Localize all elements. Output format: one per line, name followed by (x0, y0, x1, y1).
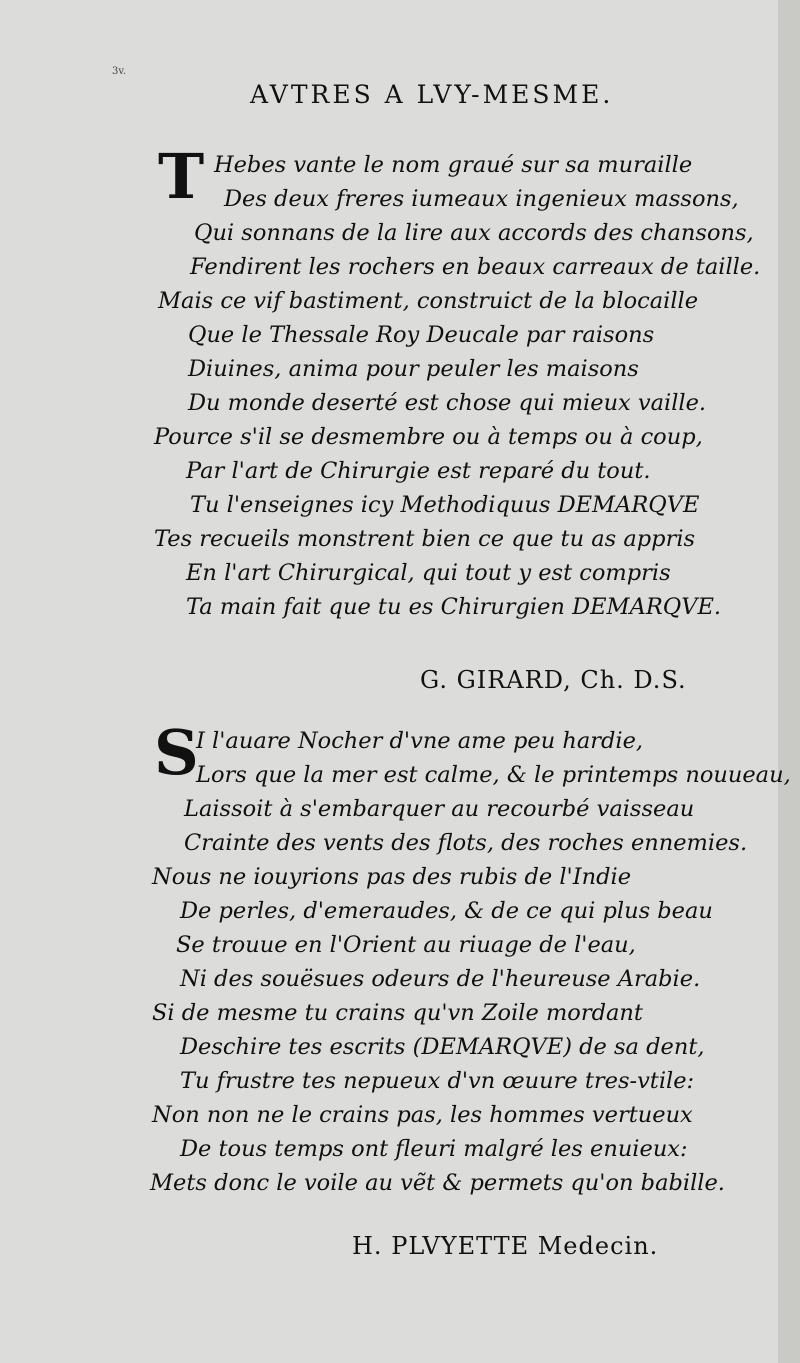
poem-line: Des deux freres iumeaux ingenieux massons, (224, 186, 739, 212)
poem-line: Fendirent les rochers en beaux carreaux de taille. (190, 254, 761, 280)
poem-line: Se trouue en l'Orient au riuage de l'eau, (176, 932, 636, 958)
poem-line: Lors que la mer est calme, & le printemps nouueau, (196, 762, 791, 788)
poem-line: I l'auare Nocher d'vne ame peu hardie, (196, 728, 644, 754)
poem-line: Si de mesme tu crains qu'vn Zoile mordant (152, 1000, 643, 1026)
poem-line: Hebes vante le nom graué sur sa muraille (214, 152, 693, 178)
poem-line: Non non ne le crains pas, les hommes vertueux (152, 1102, 693, 1128)
drop-cap-s: S (154, 716, 199, 789)
poem-line: De tous temps ont fleuri malgré les enuieux: (180, 1136, 688, 1162)
poem-line: Pource s'il se desmembre ou à temps ou à coup, (154, 424, 703, 450)
signature-girard: G. GIRARD, Ch. D.S. (420, 666, 687, 694)
poem-line: Que le Thessale Roy Deucale par raisons (188, 322, 655, 348)
poem-line: Par l'art de Chirurgie est reparé du tout. (186, 458, 651, 484)
poem-line: Tu l'enseignes icy Methodiquus DEMARQVE (190, 492, 700, 518)
poem-line: Laissoit à s'embarquer au recourbé vaisseau (184, 796, 695, 822)
poem-line: Diuines, anima pour peuler les maisons (188, 356, 639, 382)
poem-line: Mais ce vif bastiment, construict de la blocaille (158, 288, 699, 314)
margin-mark: 3v. (112, 66, 127, 77)
poem-line: Tu frustre tes nepueux d'vn œuure tres-vtile: (180, 1068, 695, 1094)
poem-line: Qui sonnans de la lire aux accords des chansons, (194, 220, 754, 246)
poem-line: Crainte des vents des flots, des roches ennemies. (184, 830, 748, 856)
poem-line: Ta main fait que tu es Chirurgien DEMARQVE. (186, 594, 722, 620)
poem-line: Du monde deserté est chose qui mieux vaille. (188, 390, 707, 416)
poem-second (150, 716, 791, 1200)
page-heading: AVTRES A LVY-MESME. (250, 80, 614, 109)
poem-line: De perles, d'emeraudes, & de ce qui plus beau (180, 898, 713, 924)
poem-first (150, 140, 770, 624)
poem-line: Nous ne iouyrions pas des rubis de l'Indie (152, 864, 632, 890)
signature-pluyette: H. PLVYETTE Medecin. (352, 1232, 659, 1260)
poem-line: En l'art Chirurgical, qui tout y est compris (186, 560, 671, 586)
poem-line: Tes recueils monstrent bien ce que tu as appris (154, 526, 696, 552)
drop-cap-t: T (158, 140, 205, 213)
poem-line: Deschire tes escrits (DEMARQVE) de sa dent, (180, 1034, 705, 1060)
poem-line: Mets donc le voile au vẽt & permets qu'on babille. (150, 1170, 725, 1196)
poem-line: Ni des souësues odeurs de l'heureuse Arabie. (180, 966, 701, 992)
